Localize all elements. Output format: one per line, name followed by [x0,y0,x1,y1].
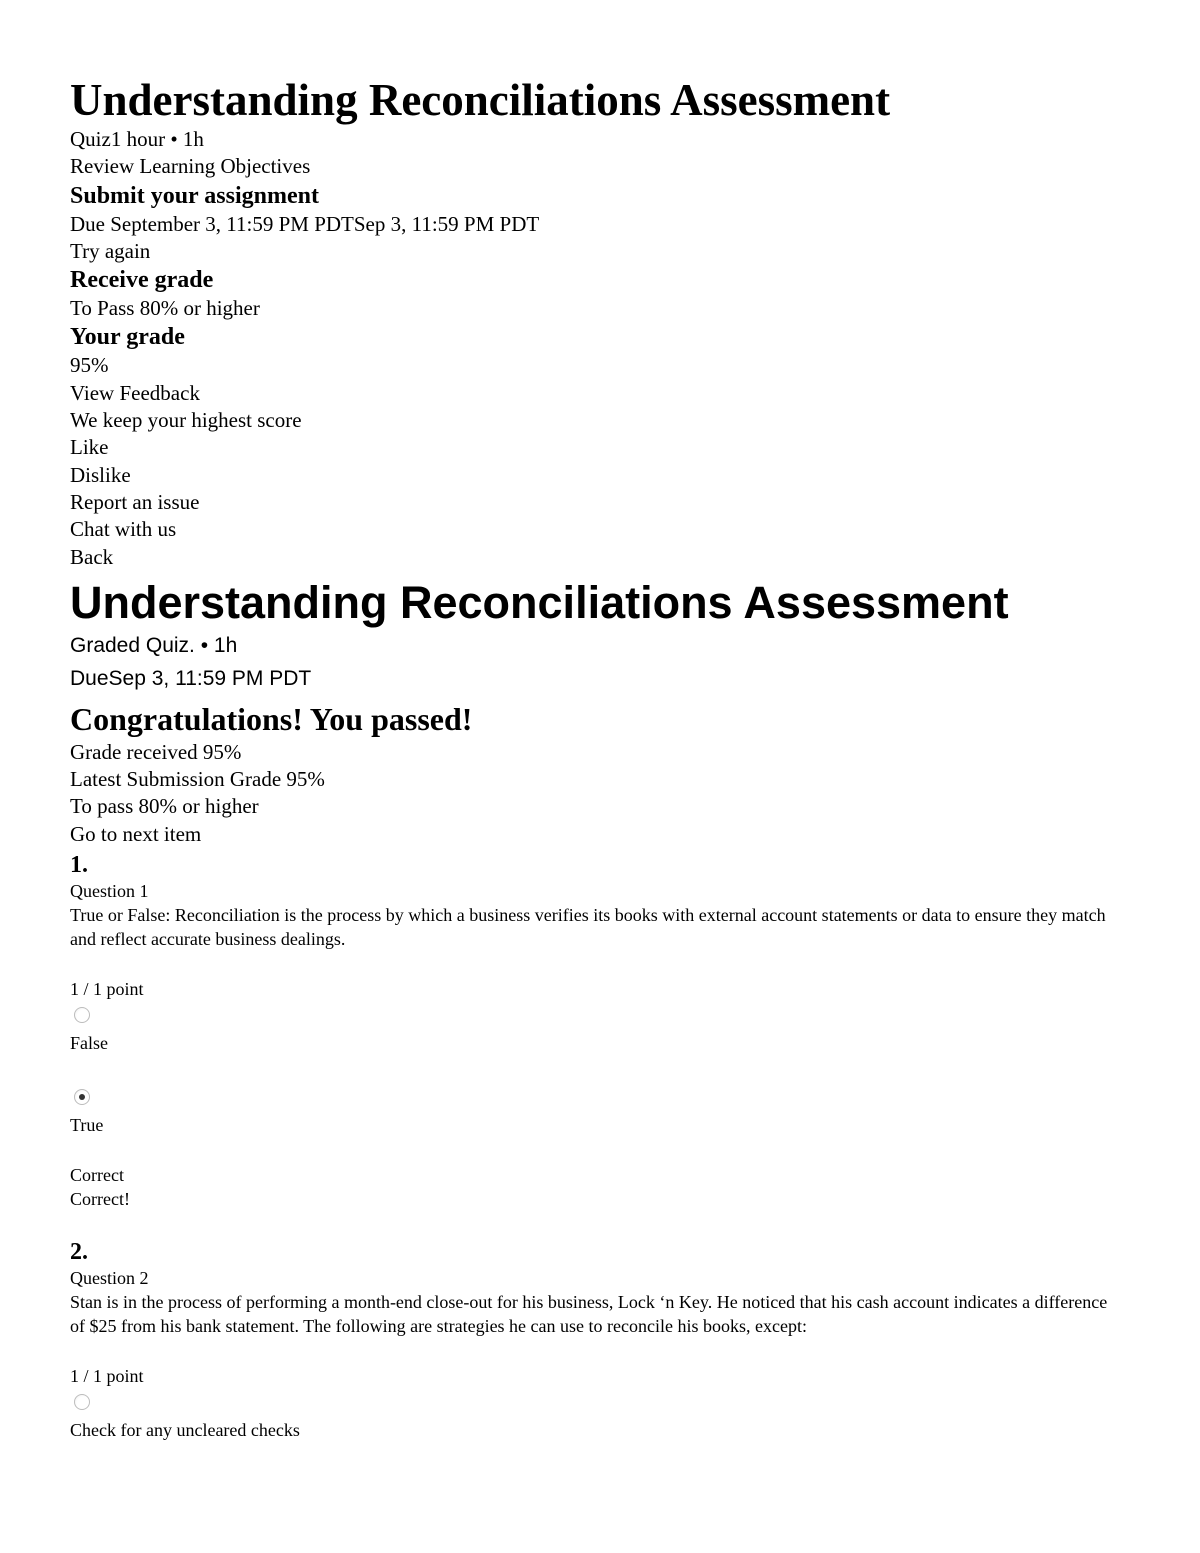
submit-heading: Submit your assignment [70,182,319,209]
radio-option-uncleared-checks[interactable] [74,1394,90,1410]
try-again-button[interactable]: Try again [70,238,151,263]
back-button[interactable]: Back [70,544,114,569]
highest-score-note: We keep your highest score [70,408,302,433]
question-points: 1 / 1 point [70,979,144,1000]
quiz-type-meta: Graded Quiz. • 1h [70,633,238,657]
question-points: 1 / 1 point [70,1366,144,1387]
question-number: 2. [70,1239,88,1266]
question-number: 1. [70,852,88,879]
like-button[interactable]: Like [70,435,109,460]
receive-grade-heading: Receive grade [70,267,214,294]
report-issue-button[interactable]: Report an issue [70,489,200,514]
grade-received: Grade received 95% [70,739,242,764]
question-text: Stan is in the process of performing a month-end close-out for his business, Lock ‘n Key. He noticed that his cash account indicates a difference of $25 from his bank statement. The following are strategies he can use to reconcile his books, except: [70,1292,1108,1337]
dislike-button[interactable]: Dislike [70,462,131,487]
latest-submission-grade: Latest Submission Grade 95% [70,767,325,792]
question-block [70,1237,1130,1442]
feedback-text: Correct! [70,1189,130,1210]
question-text: True or False: Reconciliation is the process by which a business verifies its books with external account statements or data to ensure they match and reflect accurate business dealings. [70,905,1106,950]
to-pass-requirement: To Pass 80% or higher [70,296,260,321]
feedback-status: Correct [70,1165,124,1186]
next-item-button[interactable]: Go to next item [70,821,202,846]
quiz-due: DueSep 3, 11:59 PM PDT [70,666,312,690]
due-date: Due September 3, 11:59 PM PDTSep 3, 11:59 PM PDT [70,211,540,236]
question-label: Question 2 [70,1268,149,1289]
quiz-meta: Quiz1 hour • 1h [70,127,204,151]
to-pass-note: To pass 80% or higher [70,794,259,819]
your-grade-heading: Your grade [70,324,185,351]
radio-option-true[interactable] [74,1089,90,1105]
quiz-title: Understanding Reconciliations Assessment [70,576,1009,628]
option-label: True [70,1115,104,1136]
question-block [70,850,1130,1211]
chat-button[interactable]: Chat with us [70,517,177,542]
question-label: Question 1 [70,881,149,902]
page-title: Understanding Reconciliations Assessment [70,75,891,125]
review-objectives-link[interactable]: Review Learning Objectives [70,154,311,179]
page-content [70,74,1130,1442]
option-label: False [70,1033,108,1054]
view-feedback-button[interactable]: View Feedback [70,380,200,405]
grade-value: 95% [70,353,109,378]
radio-option-false[interactable] [74,1007,90,1023]
option-label: Check for any uncleared checks [70,1420,300,1441]
congrats-heading: Congratulations! You passed! [70,700,473,737]
